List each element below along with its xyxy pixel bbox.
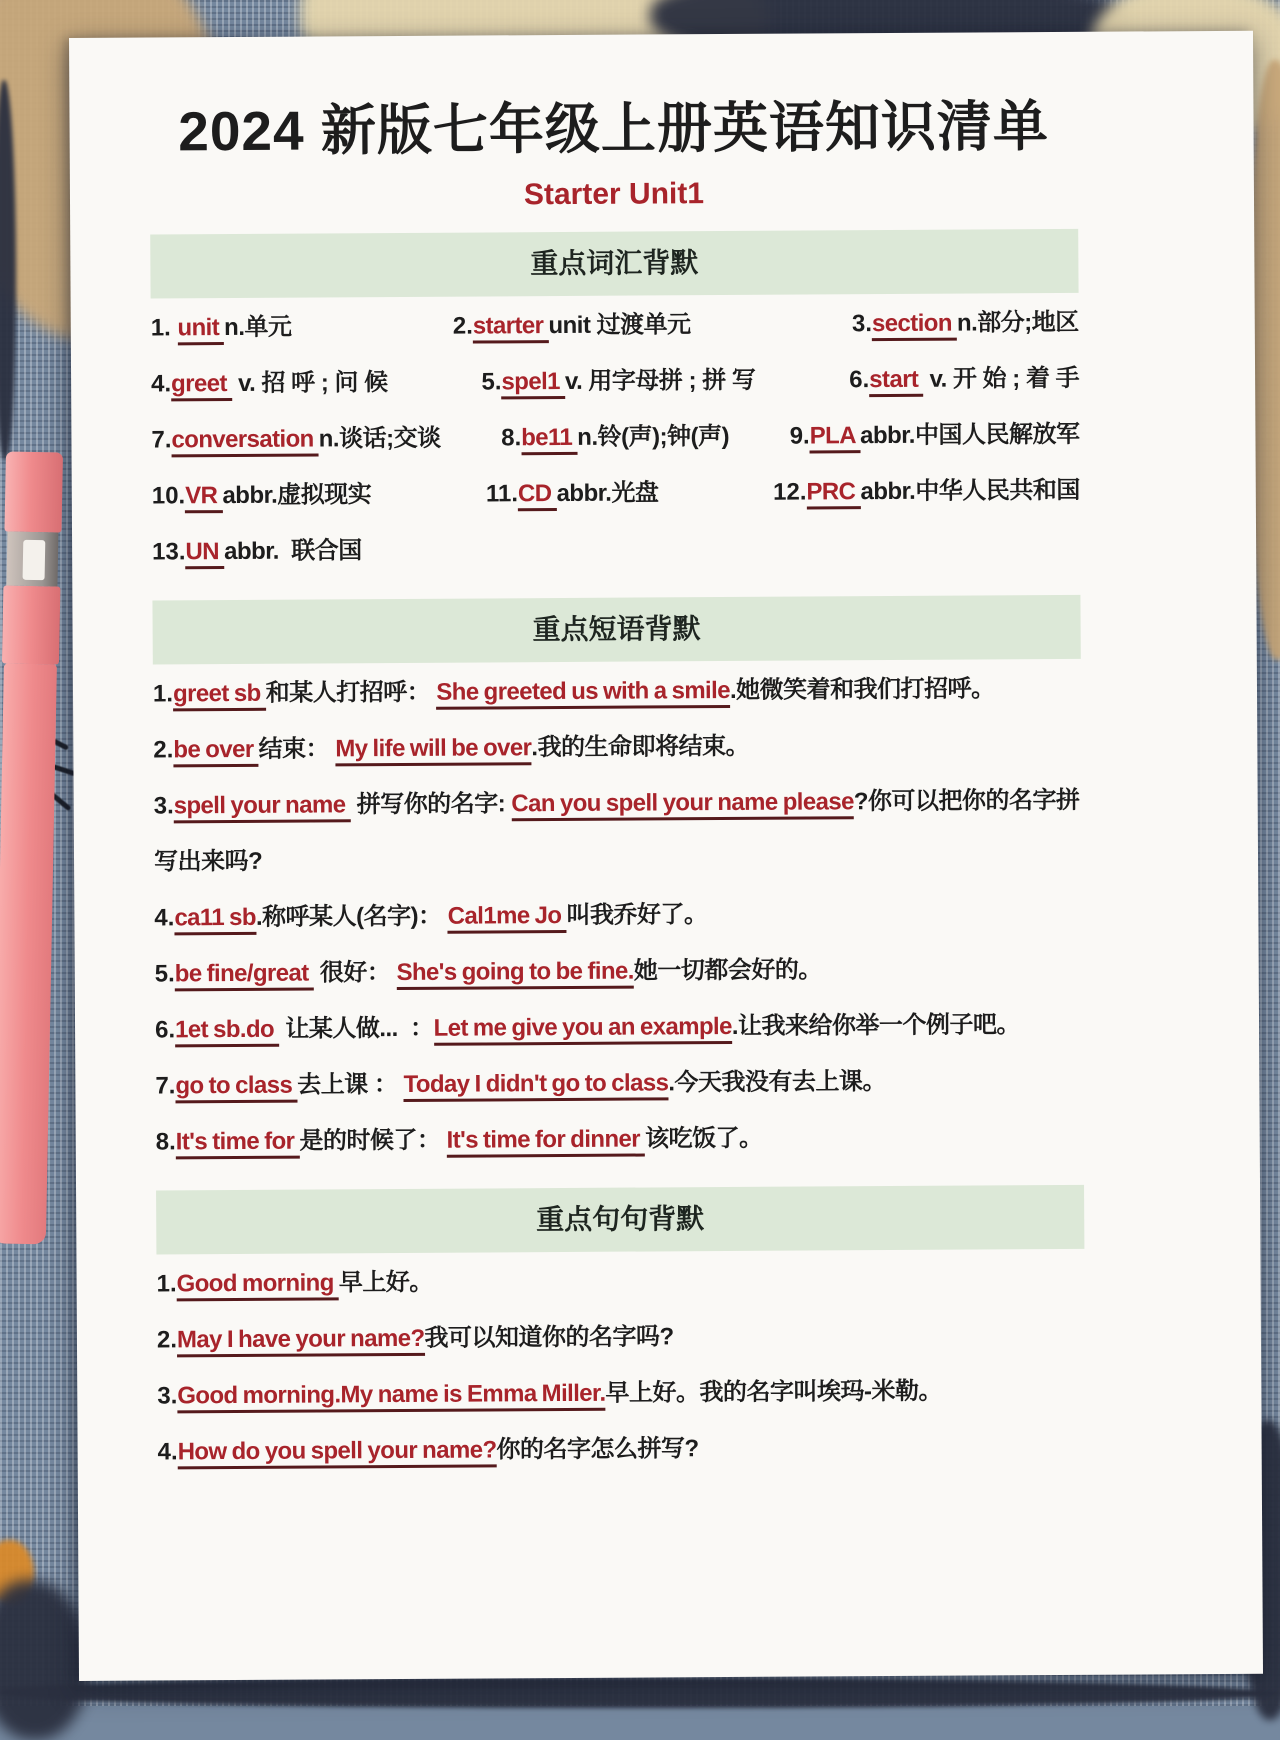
list-row (154, 885, 1082, 947)
chinese-text: 早上好。我的名字叫埃玛-米勒。 (605, 1377, 943, 1407)
english-term: greet sb (173, 680, 266, 712)
list-item (156, 1111, 763, 1171)
page-title: 2024 新版七年级上册英语知识清单 (178, 95, 1050, 163)
list-item (155, 1054, 886, 1114)
list-item (156, 1255, 433, 1313)
english-term: be fine/great (175, 959, 314, 991)
english-term: Can you spell your name please (511, 788, 854, 821)
english-term: It's time for (176, 1127, 300, 1159)
chinese-text: 和某人打招呼： (265, 678, 437, 707)
paper-content (149, 32, 1086, 1480)
english-term: spel1 (501, 368, 565, 399)
english-term: PRC (806, 478, 860, 509)
chinese-text: n.单元 (224, 313, 292, 341)
english-term: unit (177, 314, 224, 345)
section-body-vocab (151, 293, 1081, 581)
list-row (155, 941, 1083, 1003)
english-term: starter (473, 312, 549, 343)
item-number: 6. (154, 1016, 176, 1044)
fabric-figure-bottom-left (0, 1580, 90, 1740)
chinese-text: n.谈话;交谈 (318, 424, 441, 453)
english-term: be11 (521, 424, 577, 455)
english-term: start (869, 366, 923, 397)
english-term: Let me give you an example (434, 1013, 732, 1046)
english-term: greet (171, 370, 232, 401)
english-term: PLA (810, 422, 861, 453)
list-item (486, 465, 659, 522)
list-item (153, 661, 995, 722)
chinese-text: 早上好。 (338, 1268, 433, 1297)
chinese-text: v. 开 始 ; 着 手 (923, 364, 1080, 393)
item-number: 8. (501, 423, 522, 452)
english-term: 1et sb.do (175, 1015, 279, 1047)
list-item (151, 355, 388, 412)
list-item (155, 942, 822, 1002)
chinese-text: ?你可以把你的名字拼写出来吗? (153, 786, 1080, 876)
chinese-text: v. 用字母拼 ; 拼 写 (564, 366, 756, 395)
list-row (157, 1419, 1085, 1481)
item-number: 3. (851, 309, 873, 337)
list-item (852, 295, 1079, 352)
list-row (154, 773, 1083, 891)
list-row (157, 1363, 1085, 1425)
english-term: UN (185, 538, 224, 569)
list-item (481, 353, 755, 411)
english-term: It's time for dinner (447, 1125, 646, 1157)
worksheet-paper (69, 31, 1263, 1681)
english-term: ca11 sb (174, 904, 256, 935)
item-number: 1. (152, 680, 174, 708)
pen-window (6, 531, 58, 586)
chinese-text: 是的时候了： (299, 1126, 447, 1155)
pen-collar (2, 585, 60, 664)
list-item (157, 1421, 698, 1480)
chinese-text: 我可以知道你的名字吗? (424, 1323, 674, 1352)
chinese-text: 让某人做... ： (279, 1014, 434, 1043)
item-number: 5. (154, 960, 175, 988)
chinese-text: abbr.虚拟现实 (222, 480, 372, 509)
list-row (155, 997, 1083, 1059)
item-number: 4. (154, 904, 175, 932)
item-number: 11. (485, 480, 519, 508)
item-number: 4. (157, 1438, 178, 1466)
english-term: spell your name (174, 791, 351, 823)
item-number: 3. (153, 792, 174, 820)
english-term: She greeted us with a smile (436, 677, 730, 710)
section-header-phrases: 重点短语背默 (152, 595, 1080, 665)
item-number: 5. (481, 368, 502, 396)
english-term: Good morning (177, 1269, 339, 1301)
list-item (155, 997, 1020, 1058)
english-term: section (872, 309, 957, 341)
item-number: 4. (151, 370, 172, 398)
item-number: 1. (150, 314, 178, 342)
item-number: 1. (156, 1270, 177, 1298)
section-body-phrases (153, 659, 1084, 1171)
item-number: 6. (849, 365, 870, 393)
list-row (156, 1109, 1084, 1171)
english-term: How do you spell your name? (178, 1436, 497, 1469)
english-term: Good morning.My name is Emma Miller. (177, 1379, 605, 1413)
list-item (157, 1363, 942, 1424)
pen-cap (4, 451, 63, 532)
section-header-vocab: 重点词汇背默 (150, 229, 1078, 299)
list-item (154, 773, 1083, 891)
list-row (156, 1251, 1084, 1313)
chinese-text: .让我来给你举一个例子吧。 (731, 1010, 1021, 1040)
item-number: 13. (152, 538, 186, 566)
list-item (453, 297, 691, 354)
chinese-text: abbr.中华人民共和国 (860, 476, 1080, 505)
list-item (154, 887, 707, 946)
item-number: 8. (155, 1128, 176, 1156)
chinese-text: abbr.中国人民解放军 (859, 420, 1080, 449)
english-term: Cal1me Jo (448, 902, 567, 934)
item-number: 7. (155, 1072, 176, 1100)
list-row (153, 717, 1081, 779)
pen-clip (23, 540, 46, 580)
chinese-text: unit 过渡单元 (548, 310, 691, 339)
chinese-text: 很好： (313, 958, 397, 987)
list-item (152, 523, 362, 580)
list-row (151, 407, 1079, 469)
list-row (157, 1307, 1085, 1369)
item-number: 12. (773, 478, 807, 506)
english-term: VR (185, 482, 222, 513)
list-item (151, 410, 440, 468)
item-number: 9. (789, 422, 810, 450)
list-row (152, 519, 1080, 581)
chinese-text: abbr.光盘 (556, 479, 659, 507)
item-number: 7. (151, 426, 172, 454)
list-item (773, 463, 1080, 521)
list-row (153, 661, 1081, 723)
list-item (501, 409, 729, 466)
page-subtitle: Starter Unit1 (523, 176, 705, 211)
list-item (157, 1309, 674, 1368)
english-term: Today I didn't go to class (404, 1069, 669, 1102)
list-row (152, 463, 1080, 525)
chinese-text: 该吃饭了。 (644, 1124, 763, 1153)
chinese-text: v. 招 呼 ; 问 候 (231, 368, 388, 397)
chinese-text: n.铃(声);钟(声) (577, 422, 730, 451)
chinese-text: 你的名字怎么拼写? (496, 1434, 699, 1464)
chinese-text: .今天我没有去上课。 (668, 1067, 887, 1097)
english-term: My life will be over (335, 734, 531, 766)
list-item (789, 407, 1079, 465)
item-number: 10. (151, 482, 186, 510)
list-item (849, 351, 1079, 408)
english-term: CD (518, 480, 557, 511)
list-row (151, 351, 1079, 413)
chinese-text: .她微笑着和我们打招呼。 (729, 675, 995, 704)
list-item (153, 719, 749, 779)
english-term: be over (173, 736, 258, 768)
section-body-sentences (156, 1249, 1085, 1481)
english-term: May I have your name? (177, 1325, 425, 1358)
chinese-text: 结束： (258, 735, 336, 763)
chinese-text: 她一切都会好的。 (633, 956, 822, 985)
pen-body (0, 663, 57, 1244)
chinese-text: 去上课 ： (297, 1070, 404, 1099)
item-number: 2. (156, 1326, 178, 1354)
list-item (152, 467, 372, 524)
chinese-text: n.部分;地区 (956, 308, 1079, 337)
list-row (155, 1053, 1083, 1115)
item-number: 2. (452, 312, 473, 340)
section-header-sentences: 重点句句背默 (156, 1185, 1084, 1255)
list-row (151, 295, 1079, 357)
chinese-text: .称呼某人(名字)： (255, 902, 448, 931)
fabric-edge-bottom (0, 1678, 1280, 1708)
item-number: 3. (157, 1382, 178, 1410)
chinese-text: .我的生命即将结束。 (531, 732, 750, 761)
english-term: She's going to be fine. (396, 957, 633, 989)
list-item (151, 299, 292, 356)
chinese-text: abbr. 联合国 (223, 536, 362, 565)
chinese-text: 拼写你的名字: (350, 790, 512, 819)
item-number: 2. (153, 736, 174, 764)
chinese-text: 叫我乔好了。 (566, 900, 708, 929)
english-term: conversation (171, 425, 318, 457)
english-term: go to class (175, 1071, 297, 1103)
